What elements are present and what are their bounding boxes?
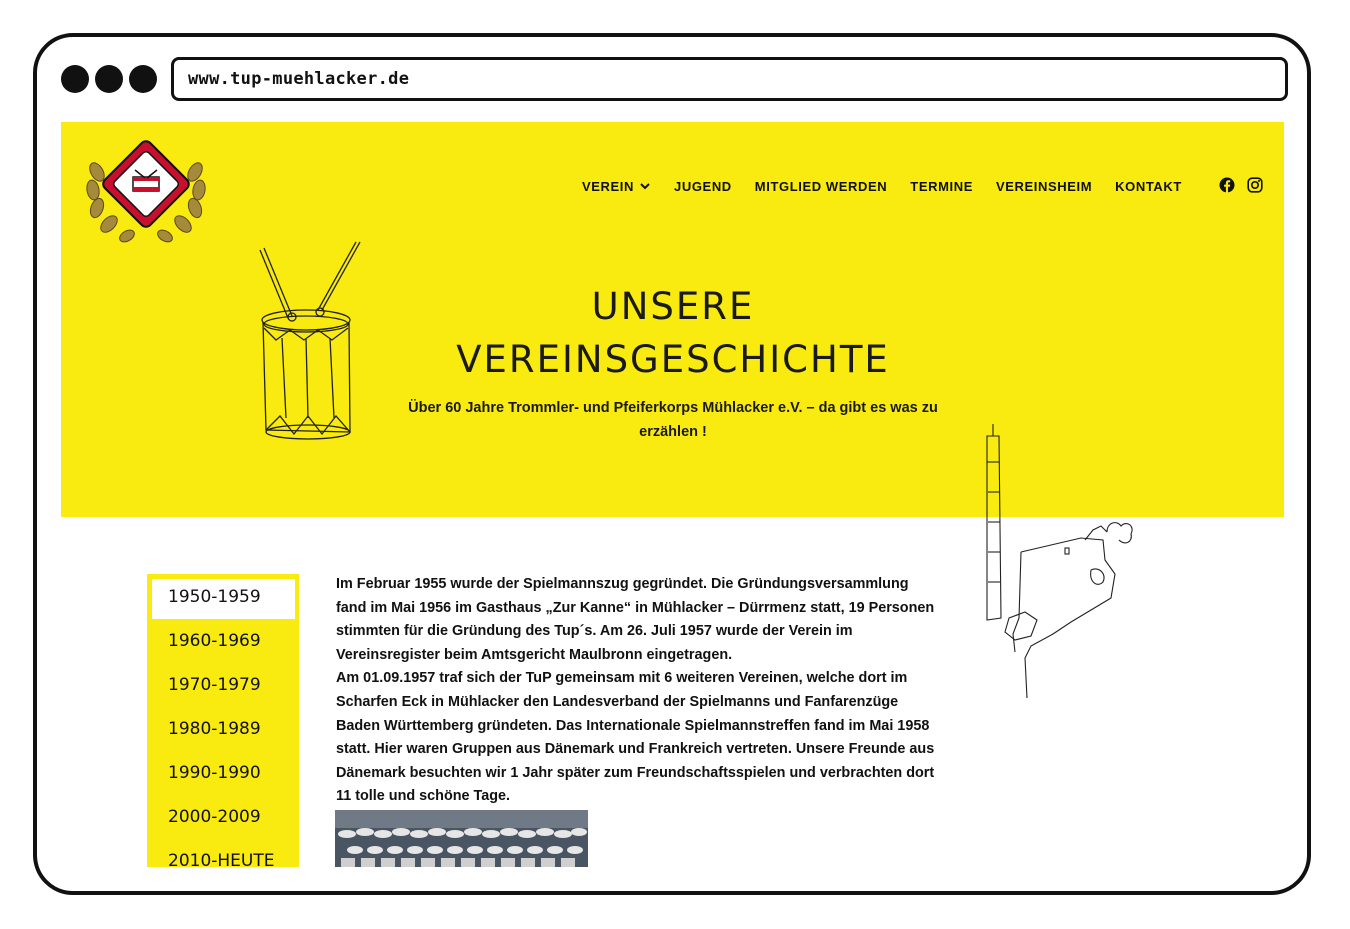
history-paragraph: Im Februar 1955 wurde der Spielmannszug gegründet. Die Gründungsversammlung fand im Mai 1956 im Gasthaus „Zur Kanne“ in Mühlacker – Dürrmenz statt, 19 Personen stimmten für die Gründung des Tup´s. Am 26. Juli 1957 wurde der Verein im Vereinsregister beim Amtsgericht Maulbronn eingetragen.: [336, 576, 935, 663]
window-control-dot[interactable]: [129, 65, 157, 93]
history-text: [336, 573, 941, 809]
nav-item-verein[interactable]: [582, 179, 651, 194]
instagram-icon[interactable]: [1247, 177, 1263, 193]
page-title: [361, 280, 985, 386]
facebook-icon[interactable]: [1219, 177, 1235, 193]
nav-item-vereinsheim[interactable]: VEREINSHEIM: [996, 178, 1093, 194]
castle-tower-illustration: [921, 422, 1141, 707]
tab-2000-2009[interactable]: 2000-2009: [168, 807, 261, 827]
hero-subtitle: Über 60 Jahre Trommler- und Pfeiferkorps Mühlacker e.V. – da gibt es was zu erzählen !: [408, 400, 938, 440]
decade-tabs: [147, 574, 299, 867]
main-nav: [582, 176, 1182, 196]
tab-1950-1959[interactable]: 1950-1959: [152, 579, 295, 619]
window-control-dot[interactable]: [95, 65, 123, 93]
tab-1980-1989[interactable]: 1980-1989: [168, 719, 261, 739]
tab-1990-1990[interactable]: 1990-1990: [168, 763, 261, 783]
club-logo[interactable]: [83, 132, 209, 247]
tab-1970-1979[interactable]: 1970-1979: [168, 675, 261, 695]
history-paragraph: Am 01.09.1957 traf sich der TuP gemeinsam mit 6 weiteren Vereinen, welche dort im Scharfen Eck in Mühlacker den Landesverband der Spielmanns und Fanfarenzüge Baden Württemberg gründeten. Das Internationale Spielmannstreffen fand im Mai 1958 statt. Hier waren Gruppen aus Dänemark und Frankreich vertreten. Unsere Freunde aus Dänemark besuchten wir 1 Jahr später zum Freundschaftsspielen und verbrachten dort 11 tolle und schöne Tage.: [336, 670, 935, 805]
address-bar[interactable]: www.tup-muehlacker.de: [171, 57, 1288, 101]
tab-2010-heute[interactable]: 2010-HEUTE: [168, 851, 275, 867]
website-viewport: [61, 122, 1284, 867]
nav-item-label: VEREIN: [582, 178, 635, 194]
tab-1960-1969[interactable]: 1960-1969: [168, 631, 261, 651]
drum-illustration: [256, 240, 366, 450]
window-control-dot[interactable]: [61, 65, 89, 93]
nav-item-mitglied-werden[interactable]: MITGLIED WERDEN: [754, 178, 888, 194]
nav-item-jugend[interactable]: JUGEND: [674, 178, 732, 194]
page-title-line: VEREINSGESCHICHTE: [456, 338, 890, 381]
group-photo-image: [335, 810, 588, 867]
chevron-down-icon: [639, 180, 651, 192]
page-title-line: UNSERE: [591, 285, 755, 328]
historic-group-photo: [335, 810, 588, 867]
nav-item-termine[interactable]: TERMINE: [910, 178, 973, 194]
nav-item-kontakt[interactable]: KONTAKT: [1115, 178, 1182, 194]
browser-window: [33, 33, 1311, 895]
